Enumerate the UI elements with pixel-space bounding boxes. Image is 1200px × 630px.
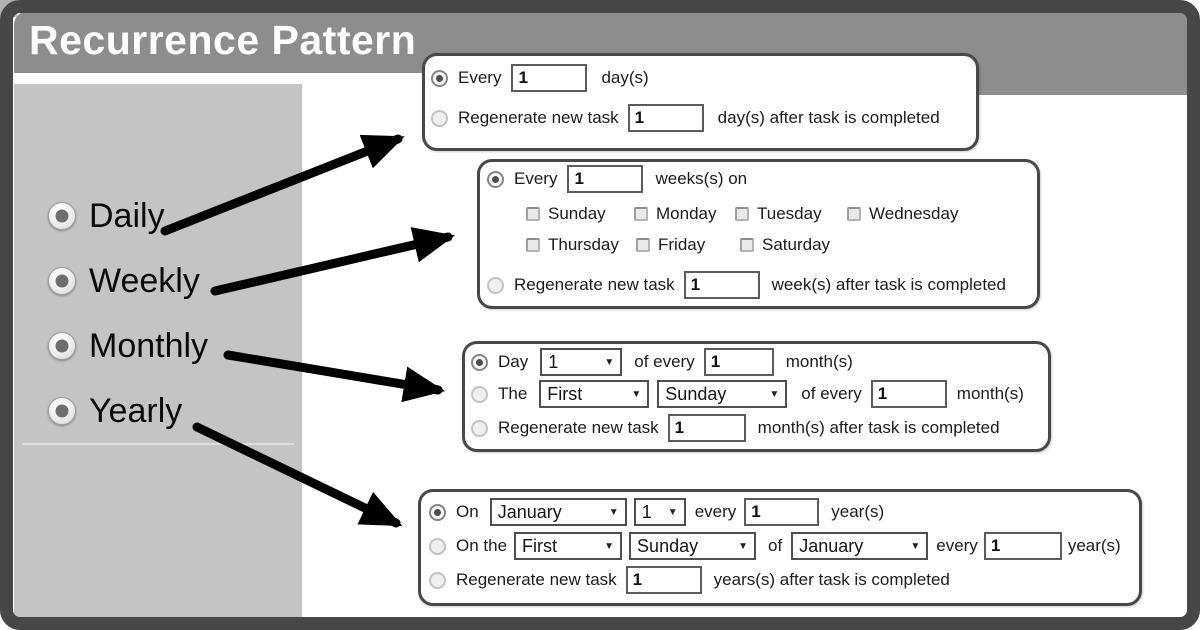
daily-regenerate-row (425, 104, 940, 132)
yearly-regenerate-label: Regenerate new task (456, 570, 617, 589)
weekly-regenerate-row (480, 271, 1006, 299)
yearly-ordinal-radio[interactable] (429, 538, 446, 555)
yearly-every-label: every (694, 502, 737, 521)
sidebar-item-daily[interactable] (48, 198, 165, 234)
day-of-month-dropdown[interactable] (540, 348, 622, 376)
day-label: Sunday (548, 204, 606, 223)
day-friday[interactable] (636, 235, 740, 255)
sidebar-separator (22, 443, 294, 445)
corner-artifact (0, 0, 17, 17)
weekly-interval-input[interactable] (567, 165, 643, 193)
caret-down-icon: ▼ (631, 388, 642, 400)
monthly-interval-input-2[interactable] (871, 380, 947, 408)
monthly-panel (462, 341, 1051, 452)
yearly-regenerate-suffix: years(s) after task is completed (713, 570, 950, 589)
tuesday-checkbox[interactable] (735, 207, 749, 221)
saturday-checkbox[interactable] (740, 238, 754, 252)
caret-down-icon: ▼ (667, 506, 678, 518)
caret-down-icon: ▼ (738, 540, 749, 552)
monthly-ordinal-row (465, 380, 1024, 408)
monthly-regenerate-radio[interactable] (471, 420, 488, 437)
daily-every-radio[interactable] (431, 70, 448, 87)
monthly-day-radio[interactable] (471, 354, 488, 371)
day-label: Monday (656, 204, 717, 223)
daily-radio[interactable] (48, 202, 76, 230)
page-title: Recurrence Pattern (29, 17, 417, 63)
day-saturday[interactable] (740, 235, 830, 255)
caret-down-icon: ▼ (608, 506, 619, 518)
day-label: Wednesday (869, 204, 959, 223)
sidebar-item-label: Yearly (89, 391, 183, 430)
thursday-checkbox[interactable] (526, 238, 540, 252)
weekly-every-radio[interactable] (487, 171, 504, 188)
yearly-interval-input-2[interactable] (984, 532, 1062, 560)
daily-regenerate-input[interactable] (628, 104, 704, 132)
dropdown-value: January (799, 535, 864, 556)
wednesday-checkbox[interactable] (847, 207, 861, 221)
weekly-regenerate-radio[interactable] (487, 277, 504, 294)
yearly-on-row (421, 498, 884, 526)
monthly-interval-input[interactable] (704, 348, 774, 376)
yearly-ordinal-row (421, 532, 1121, 560)
dropdown-value: 1 (548, 351, 559, 372)
weekday-dropdown[interactable] (629, 532, 756, 560)
month-dropdown[interactable] (490, 498, 627, 526)
yearly-regenerate-input[interactable] (626, 566, 702, 594)
caret-down-icon: ▼ (604, 540, 615, 552)
weekly-radio[interactable] (48, 267, 76, 295)
dropdown-value: Sunday (665, 383, 727, 404)
yearly-regenerate-row (421, 566, 950, 594)
weekly-panel (477, 159, 1040, 309)
dropdown-value: Sunday (637, 535, 699, 556)
monthly-regenerate-suffix: month(s) after task is completed (757, 418, 1000, 437)
ordinal-dropdown[interactable] (539, 380, 649, 408)
day-label: Tuesday (757, 204, 822, 223)
monthly-of-every-label: of every (634, 352, 695, 371)
caret-down-icon: ▼ (769, 388, 780, 400)
monthly-interval-suffix: month(s) (785, 352, 853, 371)
daily-every-suffix: day(s) (601, 68, 649, 87)
day-label: Thursday (548, 235, 619, 254)
dropdown-value: January (497, 501, 562, 522)
day-tuesday[interactable] (735, 204, 847, 224)
yearly-on-radio[interactable] (429, 504, 446, 521)
monthly-regenerate-input[interactable] (668, 414, 746, 442)
sidebar-item-label: Weekly (89, 261, 200, 300)
month-dropdown[interactable] (791, 532, 928, 560)
ordinal-dropdown[interactable] (514, 532, 622, 560)
dropdown-value: First (547, 383, 583, 404)
yearly-regenerate-radio[interactable] (429, 572, 446, 589)
day-monday[interactable] (634, 204, 735, 224)
sidebar-item-monthly[interactable] (48, 328, 208, 364)
weekly-every-suffix: weeks(s) on (655, 169, 748, 188)
sidebar-item-yearly[interactable] (48, 393, 182, 429)
weekly-regenerate-suffix: week(s) after task is completed (771, 275, 1006, 294)
sidebar-item-weekly[interactable] (48, 263, 200, 299)
day-label: Saturday (762, 235, 831, 254)
daily-every-label: Every (458, 68, 502, 87)
monthly-regenerate-row (465, 414, 1000, 442)
weekly-every-label: Every (514, 169, 558, 188)
daily-regenerate-suffix: day(s) after task is completed (717, 108, 940, 127)
sunday-checkbox[interactable] (526, 207, 540, 221)
weekly-regenerate-label: Regenerate new task (514, 275, 675, 294)
caret-down-icon: ▼ (604, 356, 615, 368)
weekday-dropdown[interactable] (657, 380, 787, 408)
day-wednesday[interactable] (847, 204, 958, 224)
yearly-on-the-label: On the (456, 536, 508, 555)
yearly-interval-suffix: year(s) (831, 502, 885, 521)
daily-panel (422, 53, 979, 151)
day-sunday[interactable] (526, 204, 634, 224)
weekly-days-row-2 (480, 231, 830, 259)
yearly-on-label: On (456, 502, 479, 521)
caret-down-icon: ▼ (910, 540, 921, 552)
monthly-ordinal-radio[interactable] (471, 386, 488, 403)
dropdown-value: First (522, 535, 558, 556)
yearly-panel (418, 489, 1142, 606)
day-thursday[interactable] (526, 235, 636, 255)
dropdown-value: 1 (641, 501, 652, 522)
monthly-radio[interactable] (48, 332, 76, 360)
yearly-interval-input[interactable] (744, 498, 819, 526)
yearly-radio[interactable] (48, 397, 76, 425)
monday-checkbox[interactable] (634, 207, 648, 221)
monthly-regenerate-label: Regenerate new task (498, 418, 659, 437)
day-dropdown[interactable] (634, 498, 686, 526)
weekly-every-row (480, 165, 747, 193)
day-label: Friday (658, 235, 706, 254)
sidebar-item-label: Monthly (89, 326, 209, 365)
monthly-interval-suffix-2: month(s) (956, 384, 1024, 403)
monthly-the-label: The (498, 384, 528, 403)
weekly-days-row-1 (480, 200, 958, 228)
yearly-interval-suffix-2: year(s) (1067, 536, 1121, 555)
monthly-day-label: Day (498, 352, 529, 371)
monthly-day-row (465, 348, 853, 376)
daily-interval-input[interactable] (511, 64, 587, 92)
daily-regenerate-radio[interactable] (431, 110, 448, 127)
sidebar-item-label: Daily (89, 196, 165, 235)
yearly-of-label: of (768, 536, 783, 555)
weekly-regenerate-input[interactable] (684, 271, 760, 299)
yearly-every-label-2: every (936, 536, 978, 555)
friday-checkbox[interactable] (636, 238, 650, 252)
daily-every-row (425, 64, 649, 92)
monthly-of-every-label-2: of every (801, 384, 862, 403)
daily-regenerate-label: Regenerate new task (458, 108, 619, 127)
